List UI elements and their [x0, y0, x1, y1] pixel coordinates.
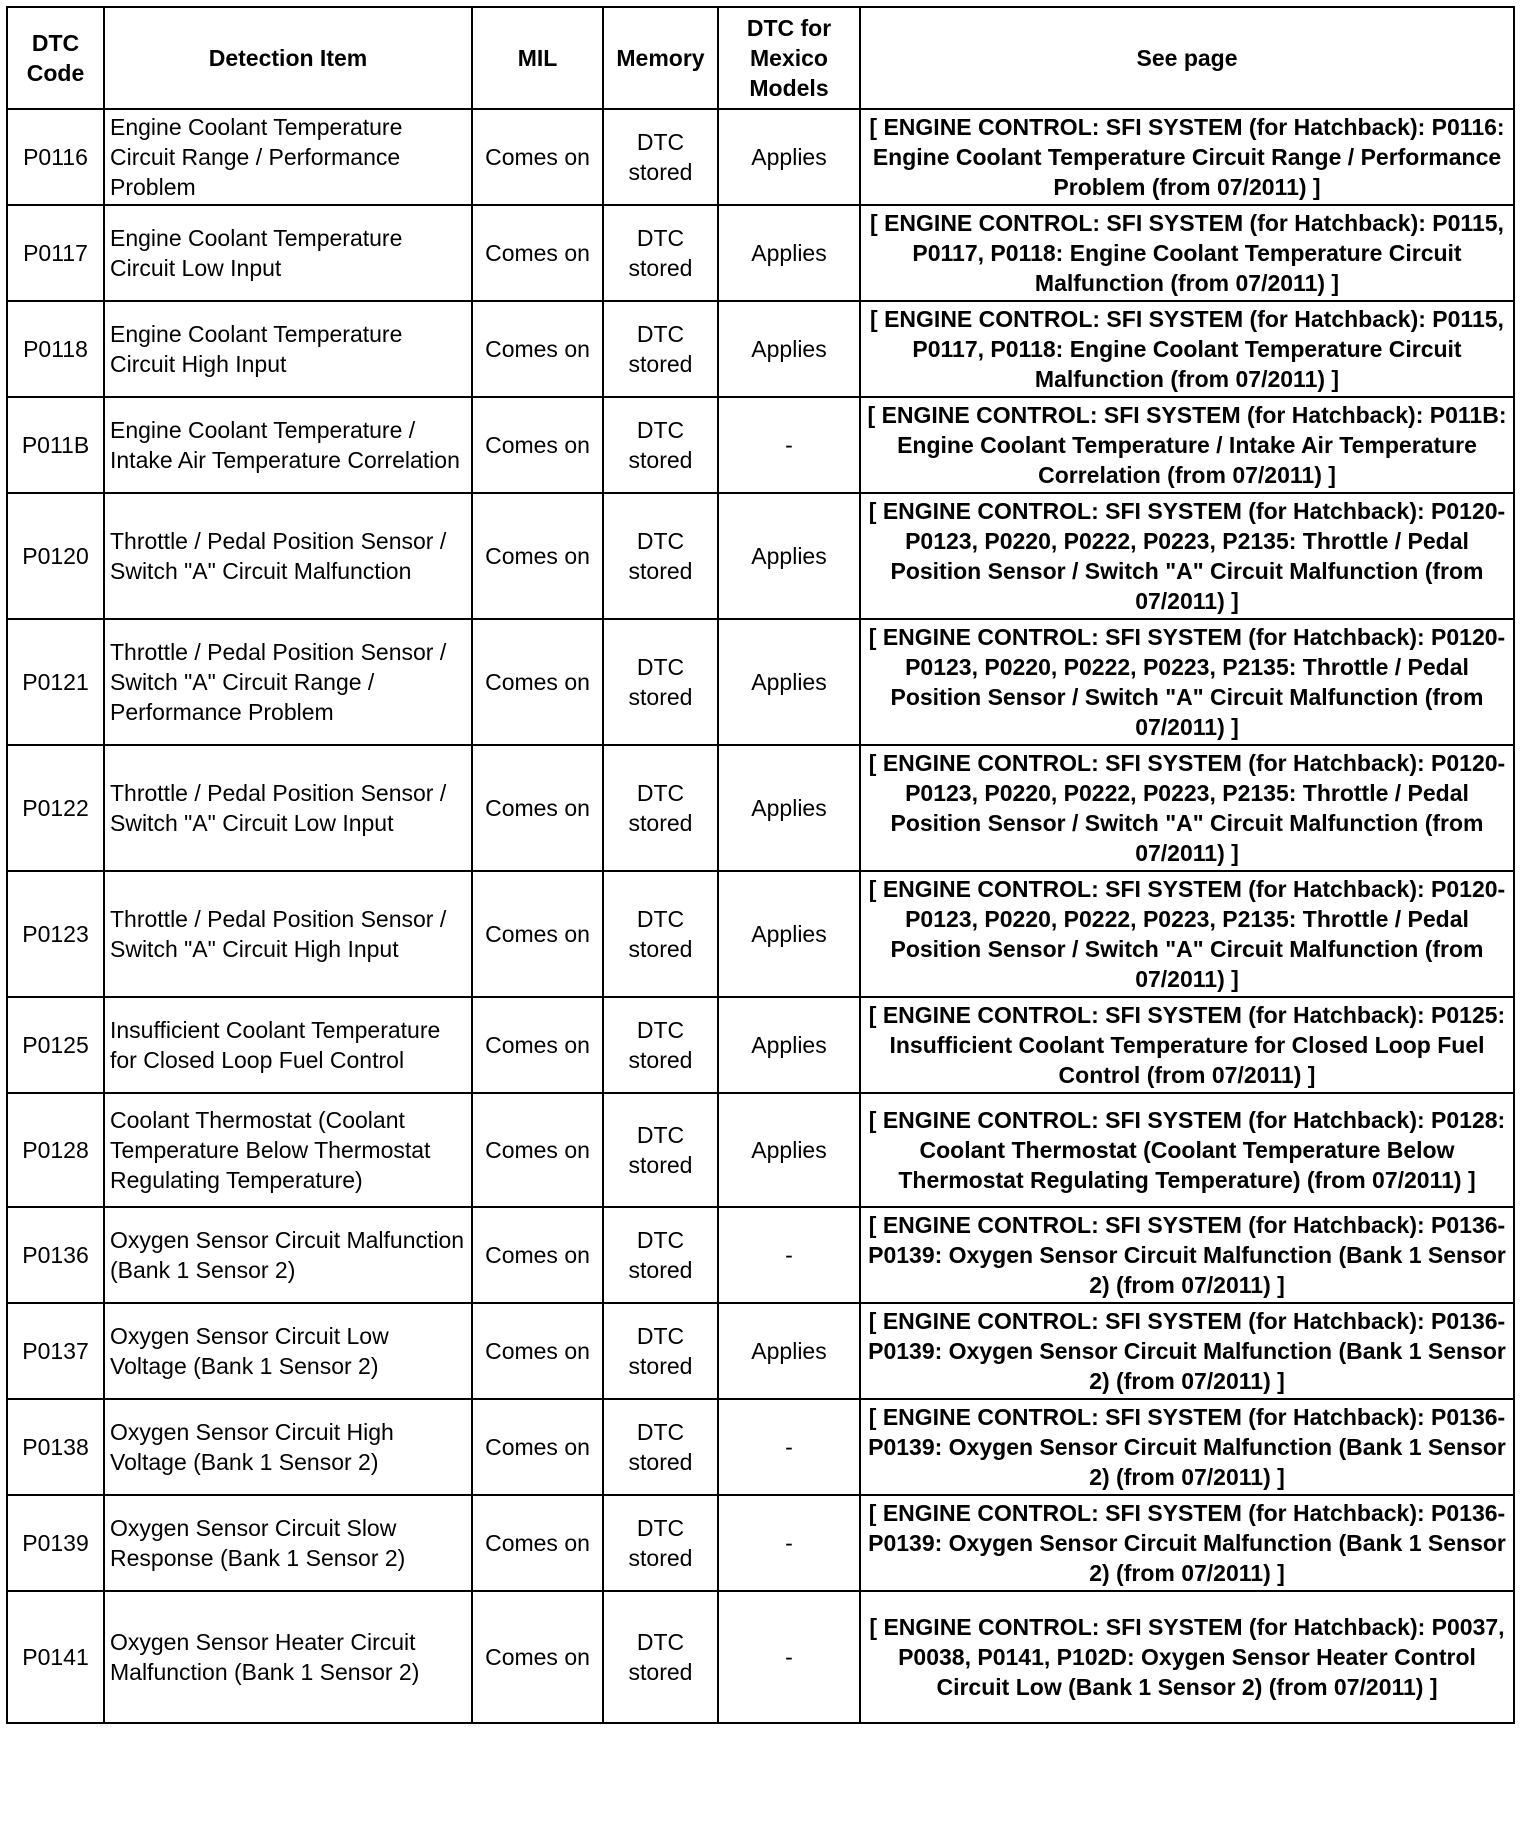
memory-cell	[603, 109, 718, 205]
dtc-table	[6, 6, 1515, 1724]
header-dtc-code	[7, 7, 104, 109]
memory-line1: DTC	[636, 417, 685, 443]
see-page-cell: [ ENGINE CONTROL: SFI SYSTEM (for Hatchback): P0120-P0123, P0220, P0222, P0223, P2135: Throttle / Pedal Position Sensor / Switch "A" Circuit Malfunction (from 07/2011) ]	[860, 493, 1514, 619]
detection-item-cell: Coolant Thermostat (Coolant Temperature Below Thermostat Regulating Temperature)	[104, 1093, 472, 1207]
memory-cell	[603, 1093, 718, 1207]
memory-line1: DTC	[636, 129, 685, 155]
dtc-code-cell: P0117	[7, 205, 104, 301]
table-row	[7, 493, 1514, 619]
dtc-code-cell: P0123	[7, 871, 104, 997]
see-page-cell: [ ENGINE CONTROL: SFI SYSTEM (for Hatchback): P0037, P0038, P0141, P102D: Oxygen Sensor Heater Control Circuit Low (Bank 1 Sensor 2) (from 07/2011) ]	[860, 1591, 1514, 1723]
table-row	[7, 301, 1514, 397]
memory-line2: stored	[628, 351, 693, 377]
memory-line2: stored	[628, 810, 693, 836]
mexico-cell: -	[718, 1591, 860, 1723]
memory-line2: stored	[628, 1449, 693, 1475]
detection-item-cell: Engine Coolant Temperature Circuit High Input	[104, 301, 472, 397]
memory-cell	[603, 301, 718, 397]
memory-line2: stored	[628, 1545, 693, 1571]
mil-cell: Comes on	[472, 397, 603, 493]
header-mexico-line2: Mexico	[750, 45, 828, 71]
dtc-code-cell: P011B	[7, 397, 104, 493]
mexico-cell: -	[718, 397, 860, 493]
see-page-cell: [ ENGINE CONTROL: SFI SYSTEM (for Hatchback): P0120-P0123, P0220, P0222, P0223, P2135: Throttle / Pedal Position Sensor / Switch "A" Circuit Malfunction (from 07/2011) ]	[860, 745, 1514, 871]
see-page-cell: [ ENGINE CONTROL: SFI SYSTEM (for Hatchback): P0116: Engine Coolant Temperature Circuit Range / Performance Problem (from 07/2011) ]	[860, 109, 1514, 205]
memory-cell	[603, 871, 718, 997]
header-detection-item: Detection Item	[104, 7, 472, 109]
memory-line1: DTC	[636, 1629, 685, 1655]
table-row	[7, 1207, 1514, 1303]
memory-line1: DTC	[636, 654, 685, 680]
mexico-cell: Applies	[718, 205, 860, 301]
dtc-code-cell: P0125	[7, 997, 104, 1093]
mexico-cell: Applies	[718, 1093, 860, 1207]
memory-cell	[603, 1303, 718, 1399]
dtc-code-cell: P0128	[7, 1093, 104, 1207]
mil-cell: Comes on	[472, 109, 603, 205]
mil-cell: Comes on	[472, 871, 603, 997]
see-page-cell: [ ENGINE CONTROL: SFI SYSTEM (for Hatchback): P0120-P0123, P0220, P0222, P0223, P2135: Throttle / Pedal Position Sensor / Switch "A" Circuit Malfunction (from 07/2011) ]	[860, 871, 1514, 997]
memory-line1: DTC	[636, 1122, 685, 1148]
detection-item-cell: Throttle / Pedal Position Sensor / Switch "A" Circuit Range / Performance Problem	[104, 619, 472, 745]
table-row	[7, 109, 1514, 205]
detection-item-cell: Oxygen Sensor Circuit High Voltage (Bank 1 Sensor 2)	[104, 1399, 472, 1495]
mexico-cell: Applies	[718, 109, 860, 205]
detection-item-cell: Oxygen Sensor Circuit Low Voltage (Bank 1 Sensor 2)	[104, 1303, 472, 1399]
detection-item-cell: Engine Coolant Temperature / Intake Air Temperature Correlation	[104, 397, 472, 493]
mexico-cell: -	[718, 1399, 860, 1495]
table-row	[7, 1303, 1514, 1399]
memory-cell	[603, 619, 718, 745]
memory-line1: DTC	[636, 1227, 685, 1253]
detection-item-cell: Engine Coolant Temperature Circuit Low Input	[104, 205, 472, 301]
mil-cell: Comes on	[472, 619, 603, 745]
header-mexico-line1: DTC for	[746, 15, 832, 41]
mil-cell: Comes on	[472, 493, 603, 619]
detection-item-cell: Throttle / Pedal Position Sensor / Switch "A" Circuit Malfunction	[104, 493, 472, 619]
memory-cell	[603, 205, 718, 301]
dtc-code-cell: P0141	[7, 1591, 104, 1723]
mil-cell: Comes on	[472, 997, 603, 1093]
memory-cell	[603, 745, 718, 871]
memory-line2: stored	[628, 1659, 693, 1685]
mexico-cell: -	[718, 1207, 860, 1303]
see-page-cell: [ ENGINE CONTROL: SFI SYSTEM (for Hatchback): P0136-P0139: Oxygen Sensor Circuit Malfunction (Bank 1 Sensor 2) (from 07/2011) ]	[860, 1399, 1514, 1495]
mil-cell: Comes on	[472, 1591, 603, 1723]
memory-line1: DTC	[636, 1017, 685, 1043]
mexico-cell: Applies	[718, 745, 860, 871]
header-dtc-code-line2: Code	[26, 60, 85, 86]
mil-cell: Comes on	[472, 745, 603, 871]
dtc-code-cell: P0118	[7, 301, 104, 397]
dtc-code-cell: P0136	[7, 1207, 104, 1303]
memory-line2: stored	[628, 159, 693, 185]
see-page-cell: [ ENGINE CONTROL: SFI SYSTEM (for Hatchback): P0136-P0139: Oxygen Sensor Circuit Malfunction (Bank 1 Sensor 2) (from 07/2011) ]	[860, 1495, 1514, 1591]
see-page-cell: [ ENGINE CONTROL: SFI SYSTEM (for Hatchback): P0136-P0139: Oxygen Sensor Circuit Malfunction (Bank 1 Sensor 2) (from 07/2011) ]	[860, 1303, 1514, 1399]
header-mexico-line3: Models	[749, 75, 829, 101]
memory-line2: stored	[628, 447, 693, 473]
memory-line1: DTC	[636, 1419, 685, 1445]
mil-cell: Comes on	[472, 301, 603, 397]
dtc-code-cell: P0116	[7, 109, 104, 205]
mil-cell: Comes on	[472, 1303, 603, 1399]
mexico-cell: Applies	[718, 871, 860, 997]
see-page-cell: [ ENGINE CONTROL: SFI SYSTEM (for Hatchback): P0115, P0117, P0118: Engine Coolant Temperature Circuit Malfunction (from 07/2011) ]	[860, 205, 1514, 301]
header-mexico-models	[718, 7, 860, 109]
table-row	[7, 397, 1514, 493]
memory-line2: stored	[628, 1152, 693, 1178]
memory-line2: stored	[628, 255, 693, 281]
dtc-code-cell: P0139	[7, 1495, 104, 1591]
memory-cell	[603, 397, 718, 493]
detection-item-cell: Oxygen Sensor Circuit Slow Response (Bank 1 Sensor 2)	[104, 1495, 472, 1591]
see-page-cell: [ ENGINE CONTROL: SFI SYSTEM (for Hatchback): P0125: Insufficient Coolant Temperature for Closed Loop Fuel Control (from 07/2011) ]	[860, 997, 1514, 1093]
table-row	[7, 205, 1514, 301]
header-mil: MIL	[472, 7, 603, 109]
table-row	[7, 1399, 1514, 1495]
memory-line1: DTC	[636, 1515, 685, 1541]
table-row	[7, 871, 1514, 997]
detection-item-cell: Throttle / Pedal Position Sensor / Switch "A" Circuit Low Input	[104, 745, 472, 871]
memory-line2: stored	[628, 1257, 693, 1283]
memory-cell	[603, 1399, 718, 1495]
mexico-cell: Applies	[718, 997, 860, 1093]
header-dtc-code-line1: DTC	[31, 30, 80, 56]
mexico-cell: Applies	[718, 493, 860, 619]
memory-line1: DTC	[636, 1323, 685, 1349]
memory-line1: DTC	[636, 321, 685, 347]
detection-item-cell: Oxygen Sensor Heater Circuit Malfunction (Bank 1 Sensor 2)	[104, 1591, 472, 1723]
mexico-cell: Applies	[718, 1303, 860, 1399]
header-memory: Memory	[603, 7, 718, 109]
header-see-page: See page	[860, 7, 1514, 109]
dtc-code-cell: P0138	[7, 1399, 104, 1495]
memory-cell	[603, 493, 718, 619]
dtc-code-cell: P0122	[7, 745, 104, 871]
mexico-cell: Applies	[718, 301, 860, 397]
table-row	[7, 745, 1514, 871]
table-row	[7, 1495, 1514, 1591]
dtc-code-cell: P0137	[7, 1303, 104, 1399]
mil-cell: Comes on	[472, 1207, 603, 1303]
memory-line2: stored	[628, 936, 693, 962]
see-page-cell: [ ENGINE CONTROL: SFI SYSTEM (for Hatchback): P0115, P0117, P0118: Engine Coolant Temperature Circuit Malfunction (from 07/2011) ]	[860, 301, 1514, 397]
detection-item-cell: Insufficient Coolant Temperature for Closed Loop Fuel Control	[104, 997, 472, 1093]
memory-cell	[603, 997, 718, 1093]
table-row	[7, 1093, 1514, 1207]
table-header-row	[7, 7, 1514, 109]
table-row	[7, 997, 1514, 1093]
memory-cell	[603, 1495, 718, 1591]
mexico-cell: -	[718, 1495, 860, 1591]
memory-line1: DTC	[636, 906, 685, 932]
memory-line1: DTC	[636, 780, 685, 806]
memory-line2: stored	[628, 558, 693, 584]
mexico-cell: Applies	[718, 619, 860, 745]
dtc-code-cell: P0121	[7, 619, 104, 745]
detection-item-cell: Throttle / Pedal Position Sensor / Switch "A" Circuit High Input	[104, 871, 472, 997]
memory-line1: DTC	[636, 528, 685, 554]
memory-line2: stored	[628, 1047, 693, 1073]
see-page-cell: [ ENGINE CONTROL: SFI SYSTEM (for Hatchback): P0128: Coolant Thermostat (Coolant Temperature Below Thermostat Regulating Temperature) (from 07/2011) ]	[860, 1093, 1514, 1207]
see-page-cell: [ ENGINE CONTROL: SFI SYSTEM (for Hatchback): P0136-P0139: Oxygen Sensor Circuit Malfunction (Bank 1 Sensor 2) (from 07/2011) ]	[860, 1207, 1514, 1303]
mil-cell: Comes on	[472, 1093, 603, 1207]
table-row	[7, 619, 1514, 745]
mil-cell: Comes on	[472, 1495, 603, 1591]
memory-line2: stored	[628, 1353, 693, 1379]
mil-cell: Comes on	[472, 1399, 603, 1495]
memory-line1: DTC	[636, 225, 685, 251]
memory-cell	[603, 1207, 718, 1303]
dtc-code-cell: P0120	[7, 493, 104, 619]
detection-item-cell: Engine Coolant Temperature Circuit Range / Performance Problem	[104, 109, 472, 205]
table-row	[7, 1591, 1514, 1723]
see-page-cell: [ ENGINE CONTROL: SFI SYSTEM (for Hatchback): P011B: Engine Coolant Temperature / Intake Air Temperature Correlation (from 07/2011) ]	[860, 397, 1514, 493]
detection-item-cell: Oxygen Sensor Circuit Malfunction (Bank 1 Sensor 2)	[104, 1207, 472, 1303]
mil-cell: Comes on	[472, 205, 603, 301]
see-page-cell: [ ENGINE CONTROL: SFI SYSTEM (for Hatchback): P0120-P0123, P0220, P0222, P0223, P2135: Throttle / Pedal Position Sensor / Switch "A" Circuit Malfunction (from 07/2011) ]	[860, 619, 1514, 745]
memory-cell	[603, 1591, 718, 1723]
dtc-table-container	[6, 6, 1515, 1724]
memory-line2: stored	[628, 684, 693, 710]
